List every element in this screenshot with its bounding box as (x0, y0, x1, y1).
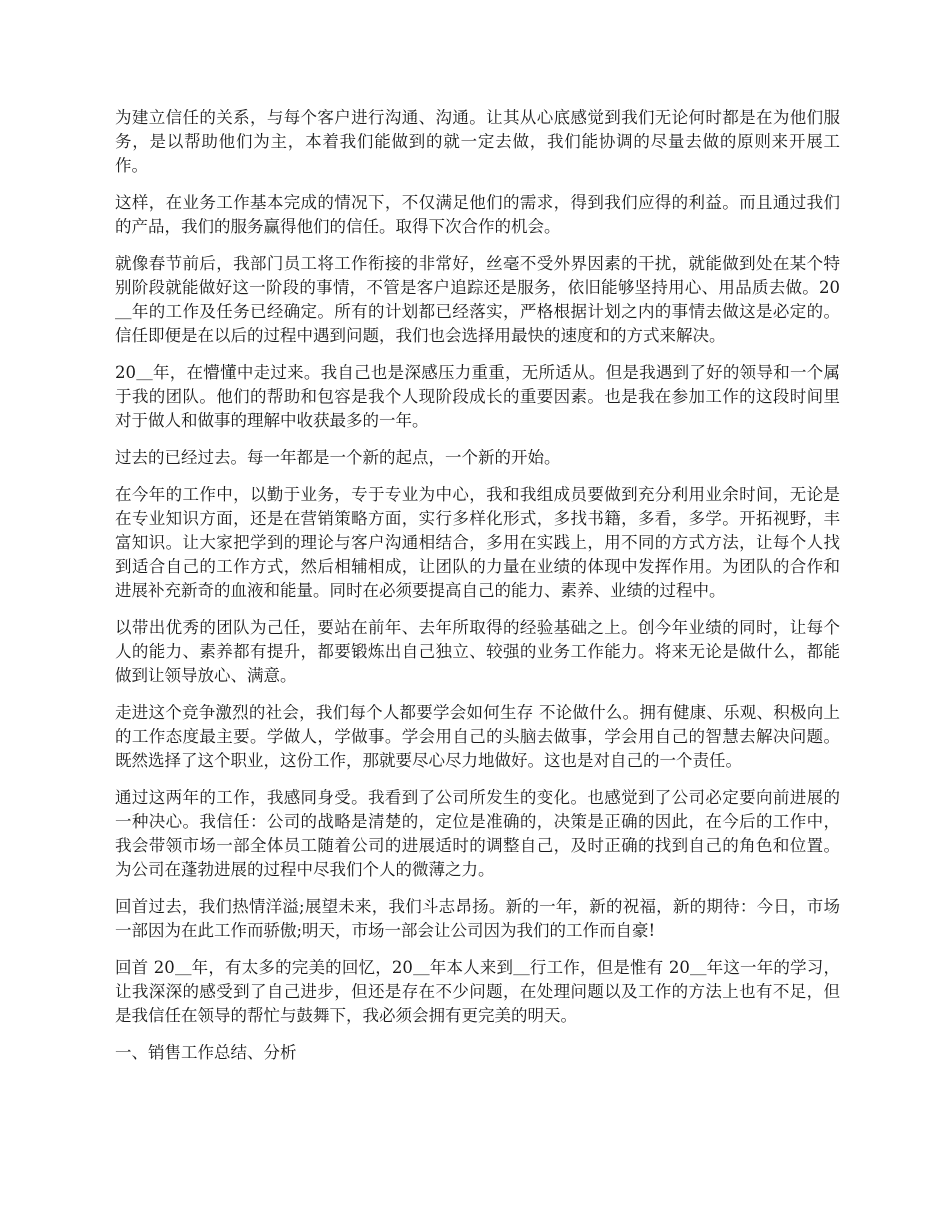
paragraph-4: 20＿年，在懵懂中走过来。我自己也是深感压力重重，无所适从。但是我遇到了好的领导和一个属于我的团队。他们的帮助和包容是我个人现阶段成长的重要因素。也是我在参加工作的这段时间里对于做人和做事的理解中收获最多的一年。 (115, 363, 840, 430)
section-heading: 一、销售工作总结、分析 (115, 1043, 297, 1062)
paragraph-2: 这样，在业务工作基本完成的情况下，不仅满足他们的需求，得到我们应得的利益。而且通过我们的产品，我们的服务赢得他们的信任。取得下次合作的机会。 (115, 193, 840, 236)
paragraph-9: 通过这两年的工作，我感同身受。我看到了公司所发生的变化。也感觉到了公司必定要向前进展的一种决心。我信任：公司的战略是清楚的，定位是准确的，决策是正确的因此，在今后的工作中，我会带领市场一部全体员工随着公司的进展适时的调整自己，及时正确的找到自己的角色和位置。为公司在蓬勃进展的过程中尽我们个人的微薄之力。 (115, 788, 840, 879)
paragraph-5: 过去的已经过去。每一年都是一个新的起点，一个新的开始。 (115, 448, 561, 467)
paragraph-7: 以带出优秀的团队为己任，要站在前年、去年所取得的经验基础之上。创今年业绩的同时，让每个人的能力、素养都有提升，都要锻炼出自己独立、较强的业务工作能力。将来无论是做什么，都能做到让领导放心、满意。 (115, 618, 840, 685)
paragraph-1: 为建立信任的关系，与每个客户进行沟通、沟通。让其从心底感觉到我们无论何时都是在为他们服务，是以帮助他们为主，本着我们能做到的就一定去做，我们能协调的尽量去做的原则来开展工作。 (115, 108, 840, 175)
paragraph-8: 走进这个竞争激烈的社会，我们每个人都要学会如何生存 不论做什么。拥有健康、乐观、积极向上的工作态度最主要。学做人，学做事。学会用自己的头脑去做事，学会用自己的智慧去解决问题。既然选择了这个职业，这份工作，那就要尽心尽力地做好。这也是对自己的一个责任。 (115, 703, 840, 770)
paragraph-3: 就像春节前后，我部门员工将工作衔接的非常好，丝毫不受外界因素的干扰，就能做到处在某个特别阶段就能做好这一阶段的事情，不管是客户追踪还是服务，依旧能够坚持用心、用品质去做。20＿年的工作及任务已经确定。所有的计划都已经落实，严格根据计划之内的事情去做这是必定的。信任即便是在以后的过程中遇到问题，我们也会选择用最快的速度和的方式来解决。 (115, 254, 840, 345)
paragraph-11: 回首 20＿年，有太多的完美的回忆，20＿年本人来到＿行工作，但是惟有 20＿年这一年的学习，让我深深的感受到了自己进步，但还是存在不少问题，在处理问题以及工作的方法上也有不足，但是我信任在领导的帮忙与鼓舞下，我必须会拥有更完美的明天。 (115, 958, 840, 1025)
paragraph-6: 在今年的工作中，以勤于业务，专于专业为中心，我和我组成员要做到充分利用业余时间，无论是在专业知识方面，还是在营销策略方面，实行多样化形式，多找书籍，多看，多学。开拓视野，丰富知识。让大家把学到的理论与客户沟通相结合，多用在实践上，用不同的方式方法，让每个人找到适合自己的工作方式，然后相辅相成，让团队的力量在业绩的体现中发挥作用。为团队的合作和进展补充新奇的血液和能量。同时在必须要提高自己的能力、素养、业绩的过程中。 (115, 485, 840, 600)
document-body (115, 106, 840, 1078)
paragraph-10: 回首过去，我们热情洋溢;展望未来，我们斗志昂扬。新的一年，新的祝福，新的期待：今日，市场一部因为在此工作而骄傲;明天，市场一部会让公司因为我们的工作而自豪! (115, 897, 840, 940)
